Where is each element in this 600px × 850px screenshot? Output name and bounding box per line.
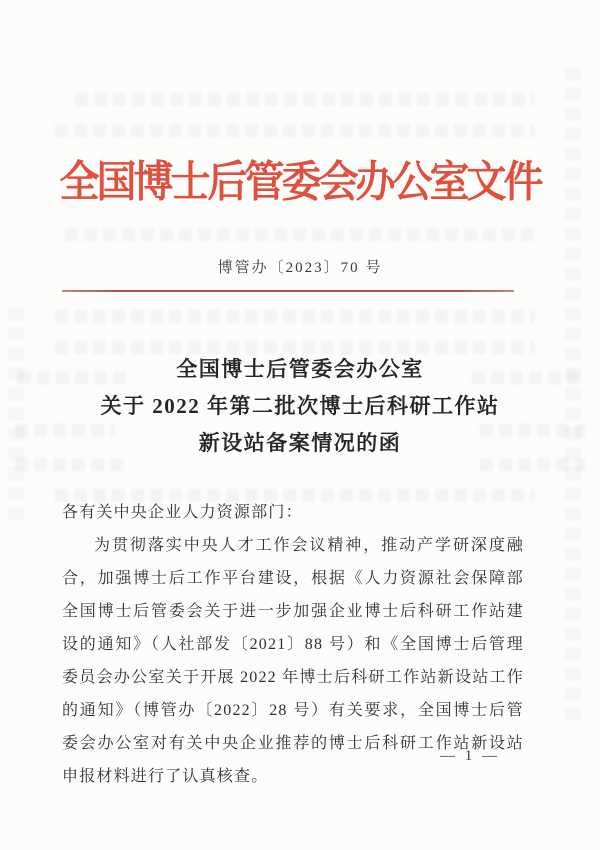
letter-title-line-3: 新设站备案情况的函 [198,431,402,455]
page-number: — 1 — [440,748,500,764]
bleedthrough-texture [75,93,535,106]
bleedthrough-texture [55,124,535,137]
letter-title-line-2: 关于 2022 年第二批次博士后科研工作站 [100,394,500,418]
bleedthrough-texture [65,228,535,241]
bleedthrough-texture [55,310,535,323]
document-number: 博管办〔2023〕70 号 [217,260,383,276]
letterhead-title: 全国博士后管委会办公室文件 [59,157,541,207]
letter-title [0,351,600,462]
salutation: 各有关中央企业人力资源部门： [62,504,303,521]
letter-title-line-1: 全国博士后管委会办公室 [176,357,424,381]
red-separator-line [62,290,514,292]
body-paragraph: 为贯彻落实中央人才工作会议精神，推动产学研深度融合，加强博士后工作平台建设，根据《人力资源社会保障部 全国博士后管委会关于进一步加强企业博士后科研工作站建设的通知》（人社部发〔2021〕88 号）和《全国博士后管理委员会办公室关于开展 2022 年博士后科研工作站新设站工作的通知》（博管办〔2022〕28 号）有关要求，全国博士后管委会办公室对有关中央企业推荐的博士后科研工作站新设站申报材料进行了认真核查。 [62,537,524,785]
